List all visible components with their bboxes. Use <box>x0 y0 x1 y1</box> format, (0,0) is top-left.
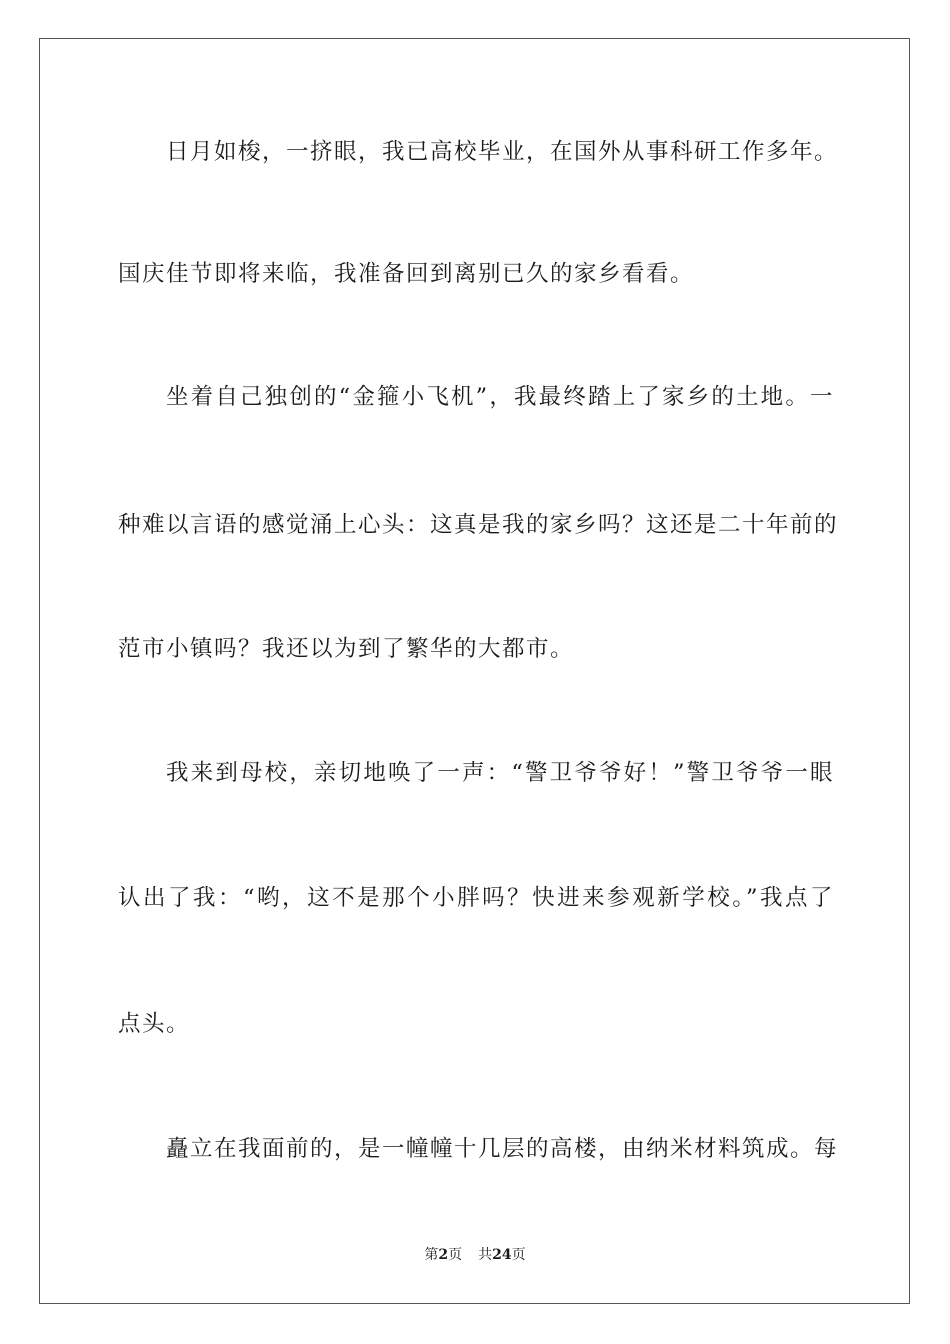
paragraph-line: 坐着自己独创的“金箍小飞机”，我最终踏上了家乡的土地。一 <box>166 384 834 410</box>
total-prefix: 共 <box>478 1247 493 1263</box>
paragraph-line: 国庆佳节即将来临，我准备回到离别已久的家乡看看。 <box>118 261 695 287</box>
page-suffix: 页 <box>448 1247 463 1263</box>
paragraph-line: 范市小镇吗？我还以为到了繁华的大都市。 <box>118 636 575 662</box>
page-border <box>39 38 910 1304</box>
total-page-count: 24 <box>492 1247 512 1263</box>
paragraph-line: 日月如梭，一挤眼，我已高校毕业，在国外从事科研工作多年。 <box>166 139 839 165</box>
page-prefix: 第 <box>424 1247 439 1263</box>
paragraph-line: 认出了我：“哟，这不是那个小胖吗？快进来参观新学校。”我点了 <box>118 885 834 911</box>
paragraph-line: 我来到母校，亲切地唤了一声：“警卫爷爷好！”警卫爷爷一眼 <box>166 760 834 786</box>
current-page-number: 2 <box>438 1247 449 1263</box>
total-suffix: 页 <box>511 1247 526 1263</box>
paragraph-line: 点头。 <box>118 1011 191 1037</box>
paragraph-line: 种难以言语的感觉涌上心头：这真是我的家乡吗？这还是二十年前的 <box>118 512 839 538</box>
paragraph-line: 矗立在我面前的，是一幢幢十几层的高楼，由纳米材料筑成。每 <box>166 1136 839 1162</box>
page-number-footer <box>0 1246 950 1264</box>
